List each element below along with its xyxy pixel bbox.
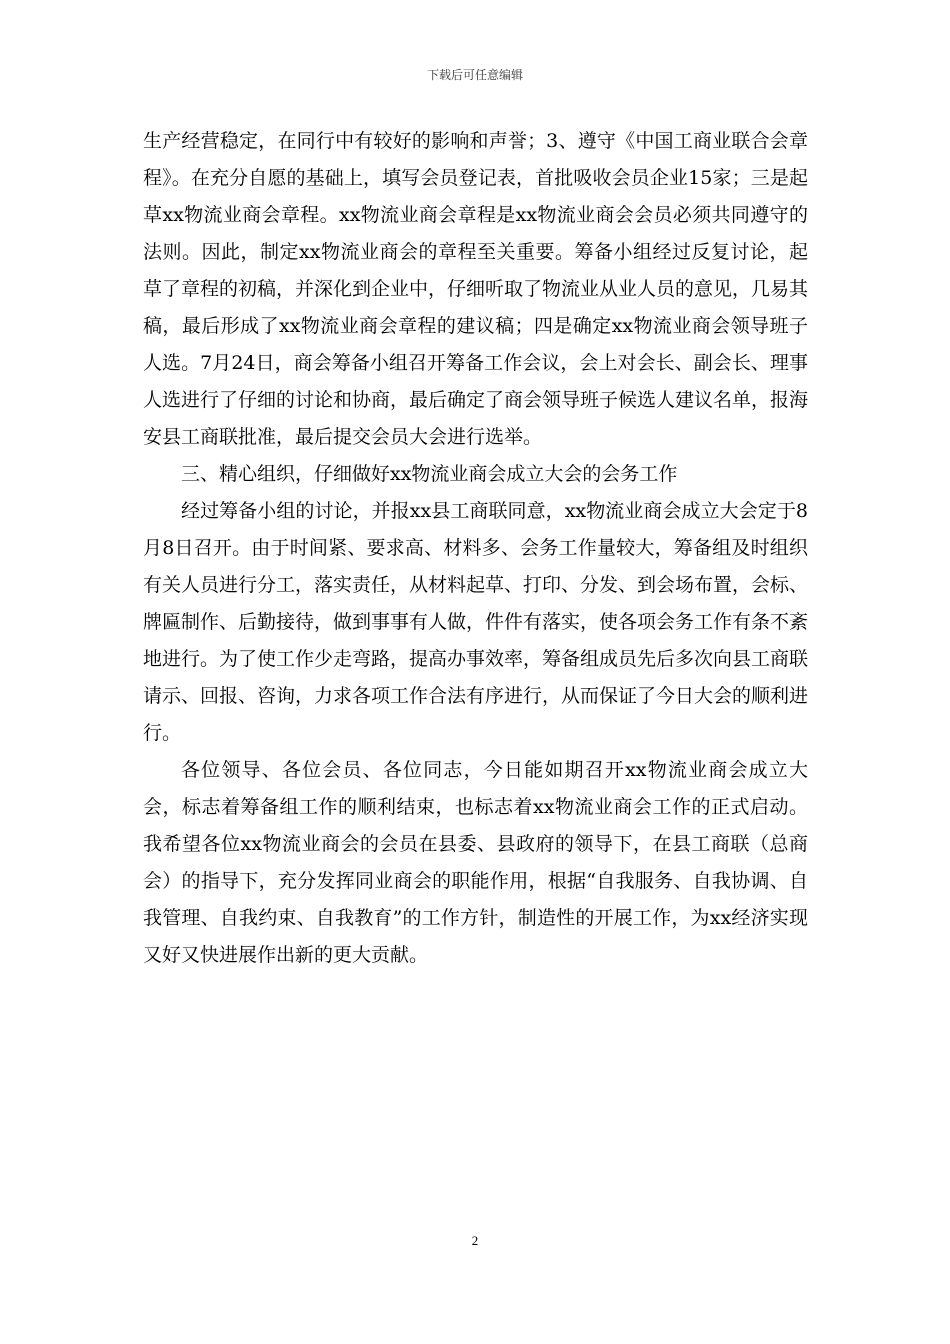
section-heading-3: 三、精心组织，仔细做好xx物流业商会成立大会的会务工作 bbox=[181, 463, 678, 485]
paragraph-2: 经过筹备小组的讨论，并报xx县工商联同意，xx物流业商会成立大会定于8月8日召开。由于时间紧、要求高、材料多、会务工作量较大，筹备组及时组织有关人员进行分工，落实责任，从材料起草、打印、分发、到会场布置，会标、牌匾制作、后勤接待，做到事事有人做，件件有落实，使各项会务工作有条不紊地进行。为了使工作少走弯路，提高办事效率，筹备组成员先后多次向县工商联请示、回报、咨询，力求各项工作合法有序进行，从而保证了今日大会的顺利进行。 bbox=[143, 500, 809, 744]
document-body bbox=[143, 123, 808, 974]
page-number: 2 bbox=[471, 1233, 479, 1248]
page-header: 下载后可任意编辑 bbox=[426, 68, 523, 82]
paragraph-1: 生产经营稳定，在同行中有较好的影响和声誉；3、遵守《中国工商业联合会章程》。在充分自愿的基础上，填写会员登记表，首批吸收会员企业15家；三是起草xx物流业商会章程。xx物流业商会章程是xx物流业商会会员必须共同遵守的法则。因此，制定xx物流业商会的章程至关重要。筹备小组经过反复讨论，起草了章程的初稿，并深化到企业中，仔细听取了物流业从业人员的意见，几易其稿，最后形成了xx物流业商会章程的建议稿；四是确定xx物流业商会领导班子人选。7月24日，商会筹备小组召开筹备工作会议，会上对会长、副会长、理事人选进行了仔细的讨论和协商，最后确定了商会领导班子候选人建议名单，报海安县工商联批准，最后提交会员大会进行选举。 bbox=[143, 130, 809, 448]
paragraph-3: 各位领导、各位会员、各位同志，今日能如期召开xx物流业商会成立大会，标志着筹备组工作的顺利结束，也标志着xx物流业商会工作的正式启动。我希望各位xx物流业商会的会员在县委、县政府的领导下，在县工商联（总商会）的指导下，充分发挥同业商会的职能作用，根据“自我服务、自我协调、自我管理、自我约束、自我教育”的工作方针，制造性的开展工作，为xx经济实现又好又快进展作出新的更大贡献。 bbox=[143, 759, 808, 966]
